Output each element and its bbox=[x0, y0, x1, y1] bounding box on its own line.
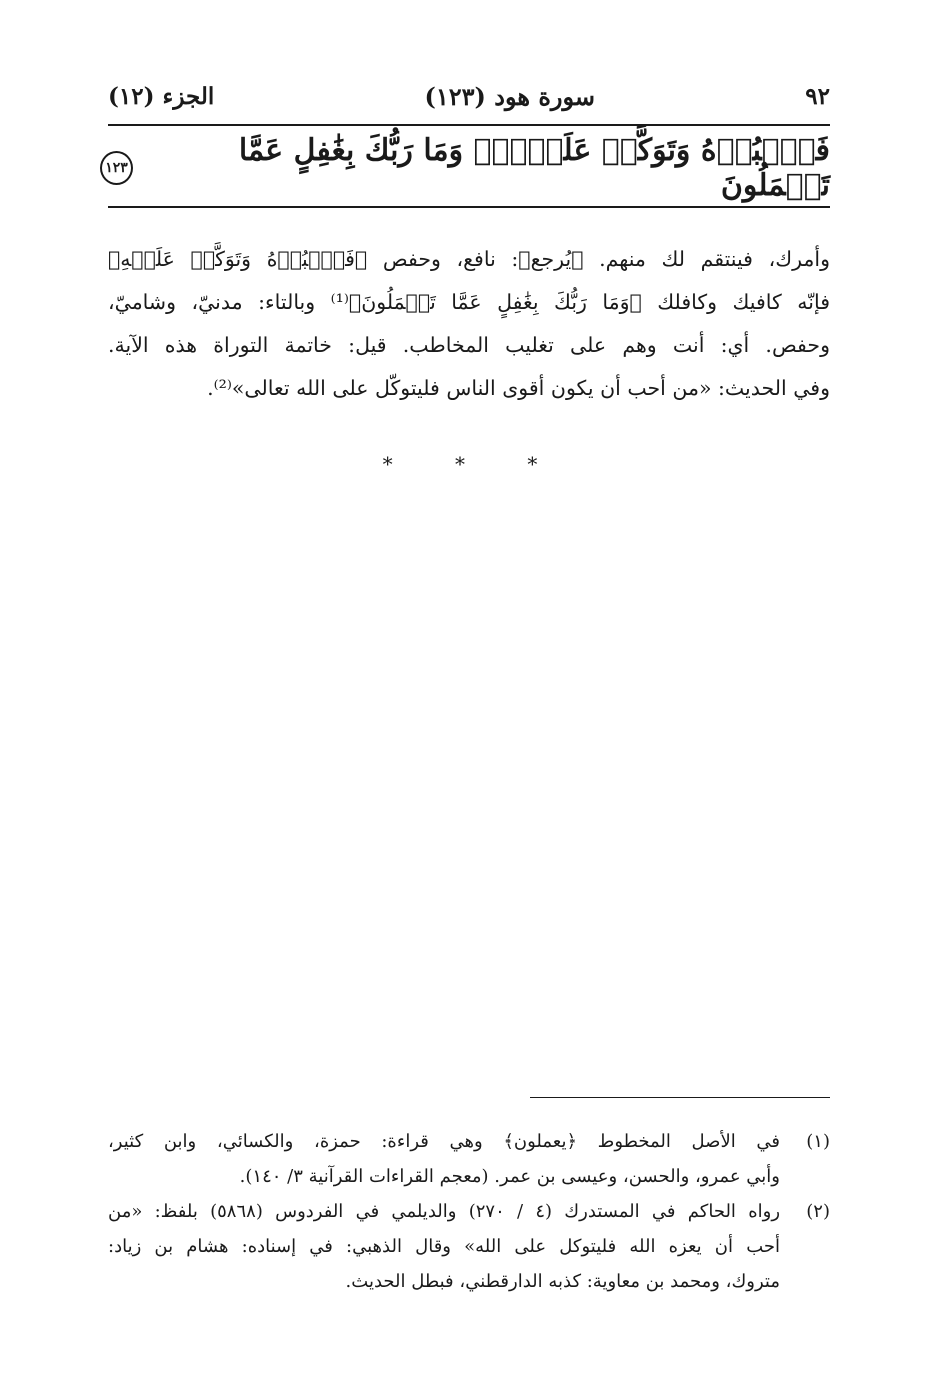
footnote-body bbox=[108, 1194, 780, 1299]
commentary-line: وأمرك، فينتقم لك منهم. ﴿يُرجع﴾: نافع، وحفص ﴿فَٱعۡبُدۡهُ وَتَوَكَّلۡ عَلَيۡهِ﴾ bbox=[108, 247, 830, 271]
footnote-line: في الأصل المخطوط ﴿يعملون﴾ وهي قراءة: حمزة، والكسائي، وابن كثير، bbox=[108, 1131, 780, 1152]
footnotes bbox=[108, 1124, 830, 1299]
footnote-body bbox=[108, 1124, 780, 1194]
header-rule bbox=[108, 124, 830, 126]
footnote-number: (١) bbox=[806, 1131, 830, 1152]
footnote-line: وأبي عمرو، والحسن، وعيسى بن عمر. (معجم القراءات القرآنية ٣/ ١٤٠). bbox=[239, 1166, 780, 1187]
footnote-line: رواه الحاكم في المستدرك (٤ / ٢٧٠) والديلمي في الفردوس (٥٨٦٨) بلفظ: «من bbox=[108, 1201, 780, 1222]
juz-label: الجزء (١٢) bbox=[108, 82, 215, 110]
footnote-line: متروك، ومحمد بن معاوية: كذبه الدارقطني، فبطل الحديث. bbox=[345, 1271, 780, 1292]
quran-verse bbox=[100, 133, 830, 203]
footnote-number: (٢) bbox=[806, 1201, 830, 1222]
section-separator: * * * bbox=[382, 452, 566, 476]
commentary-line: فإنّه كافيك وكافلك ﴿وَمَا رَبُّكَ بِغَٰفِلٍ عَمَّا تَعۡمَلُونَ﴾⁽¹⁾ وبالتاء: مدنيّ، وشاميّ، bbox=[108, 290, 830, 314]
footnote-rule bbox=[530, 1097, 830, 1098]
footnote-1 bbox=[108, 1124, 830, 1194]
footnote-line: أحب أن يعزه الله فليتوكل على الله» وقال الذهبي: في إسناده: هشام بن زياد: bbox=[108, 1236, 780, 1257]
footnote-2 bbox=[108, 1194, 830, 1299]
page-number: ٩٢ bbox=[805, 82, 830, 110]
verse-text: فَٱعۡبُدۡهُ وَتَوَكَّلۡ عَلَيۡهِۚ وَمَا رَبُّكَ بِغَٰفِلٍ عَمَّا تَعۡمَلُونَ bbox=[238, 133, 830, 203]
running-header bbox=[108, 76, 830, 116]
commentary-text bbox=[108, 238, 830, 410]
ayah-number-marker: ١٢٣ bbox=[100, 151, 133, 185]
surah-title: سورة هود (١٢٣) bbox=[424, 81, 596, 111]
commentary-line: وحفص. أي: أنت وهم على تغليب المخاطب. قيل: خاتمة التوراة هذه الآية. bbox=[108, 333, 830, 357]
verse-rule bbox=[108, 206, 830, 208]
commentary-line: وفي الحديث: «من أحب أن يكون أقوى الناس فليتوكّل على الله تعالى»⁽²⁾. bbox=[207, 376, 830, 400]
